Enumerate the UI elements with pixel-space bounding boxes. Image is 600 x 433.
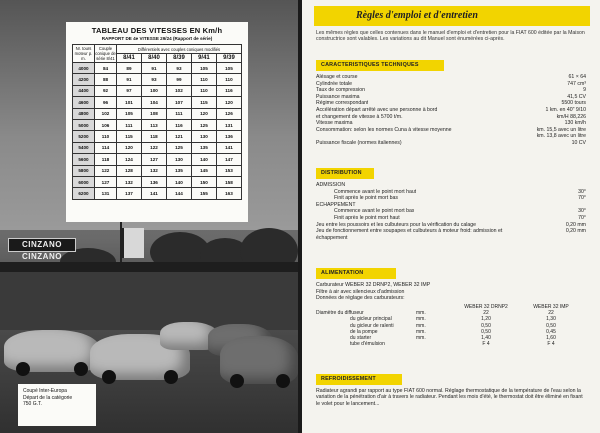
spec-row: Taux de compression 9 — [316, 87, 586, 94]
carb-row: du starter mm. 1,40 1,60 — [350, 335, 556, 342]
speed-cell: 93 — [166, 63, 191, 74]
rpm-cell: 5600 — [73, 154, 95, 165]
rpm-cell: 4400 — [73, 85, 95, 96]
speed-cell: 120 — [117, 142, 142, 153]
speed-cell: 132 — [117, 176, 142, 187]
carb-row: du gicleur de ralenti mm. 0,50 0,50 — [350, 322, 556, 329]
rpm-cell: 4200 — [73, 74, 95, 85]
table-row — [73, 74, 242, 85]
spec-row: Commence avant le point mort haut 30° — [334, 188, 586, 195]
speed-cell: 106 — [95, 119, 117, 130]
speed-cell: 145 — [191, 165, 216, 176]
speed-cell: 128 — [117, 165, 142, 176]
speed-cell: 118 — [95, 154, 117, 165]
speed-cell: 144 — [166, 188, 191, 199]
spec-row: Finit après le point mort haut 70° — [334, 214, 586, 221]
speed-cell: 126 — [216, 108, 241, 119]
ratio-header: 9/39 — [216, 54, 241, 63]
speed-cell: 110 — [191, 85, 216, 96]
page-title: Règles d'emploi et d'entretien — [314, 6, 590, 26]
spec-row: Puissance maxima 41,5 CV — [316, 93, 586, 100]
carb-row: du gicleur principal mm. 1,20 1,30 — [350, 316, 556, 323]
grandstand — [0, 272, 298, 330]
speed-cell: 137 — [117, 188, 142, 199]
carb-row: tube d'émulsion F 4 F 4 — [350, 341, 555, 348]
speed-cell: 131 — [216, 119, 241, 130]
speed-cell: 136 — [141, 176, 166, 187]
speed-cell: 135 — [191, 142, 216, 153]
speed-cell: 122 — [141, 142, 166, 153]
speed-cell: 163 — [216, 188, 241, 199]
table-row — [73, 154, 242, 165]
rpm-cell: 6000 — [73, 176, 95, 187]
speed-cell: 153 — [216, 165, 241, 176]
table-row — [73, 131, 242, 142]
echappement-label: ECHAPPEMENT — [316, 201, 356, 208]
speed-cell: 116 — [216, 85, 241, 96]
left-page-photo — [0, 0, 298, 433]
rpm-cell: 5800 — [73, 165, 95, 176]
cinzano-banner: CINZANO CINZANO — [8, 238, 76, 252]
spec-row: Finit après le point mort bas 70° — [334, 195, 586, 202]
carb-col-header: WEBER 32 IMP — [533, 304, 569, 310]
speed-cell: 102 — [95, 108, 117, 119]
caption-line: Coupé Inter-Europa — [23, 388, 67, 394]
speed-cell: 125 — [166, 142, 191, 153]
spec-row: et changement de vitesse à 5700 t/m. km/H 88,226 — [316, 113, 586, 120]
speed-cell: 114 — [95, 142, 117, 153]
speed-cell: 120 — [191, 108, 216, 119]
alim-line: Données de réglage des carburateurs: — [316, 295, 405, 302]
caption-line: 750 G.T. — [23, 401, 42, 407]
rpm-cell: 6200 — [73, 188, 95, 199]
speed-cell: 124 — [117, 154, 142, 165]
speed-cell: 105 — [216, 63, 241, 74]
carburetor-table — [316, 304, 586, 347]
table-row — [73, 188, 242, 199]
speed-cell: 110 — [191, 74, 216, 85]
caption-line: Départ de la catégorie — [23, 394, 73, 401]
alim-line: Carburateur WEBER 32 DRNP2, WEBER 32 IMP — [316, 282, 431, 288]
spec-row: Puissance fiscale (normes italiennes) 10 CV — [316, 139, 586, 146]
speed-cell: 111 — [166, 108, 191, 119]
flag — [122, 228, 144, 258]
speed-cell: 110 — [216, 74, 241, 85]
speed-cell: 102 — [166, 85, 191, 96]
speed-cell: 100 — [141, 85, 166, 96]
right-page — [302, 0, 600, 433]
rpm-cell: 4600 — [73, 97, 95, 108]
speed-cell: 120 — [216, 97, 241, 108]
speed-cell: 91 — [141, 63, 166, 74]
speed-table-title: TABLEAU DES VITESSES EN Km/h — [91, 26, 223, 35]
race-car — [220, 336, 298, 384]
speed-cell: 135 — [166, 165, 191, 176]
speed-cell: 158 — [216, 176, 241, 187]
section-distribution: DISTRIBUTION — [316, 168, 374, 179]
spec-row: Accélération départ arrêté avec une personne à bord 1 km. en 40" 9/10 — [316, 106, 586, 113]
table-row — [73, 165, 242, 176]
speed-cell: 140 — [191, 154, 216, 165]
ratio-header: 8/39 — [166, 54, 191, 63]
admission-label: ADMISSION — [316, 182, 346, 188]
speed-cell: 84 — [95, 63, 117, 74]
spec-row: Commence avant le point mort bas 30° — [334, 208, 586, 215]
modified-header: Différentiels avec couples coniques modifiés — [117, 45, 242, 54]
table-row — [73, 142, 242, 153]
race-car — [4, 330, 100, 372]
speed-cell: 105 — [191, 63, 216, 74]
speed-cell: 141 — [216, 142, 241, 153]
carb-row: de la pompe mm. 0,50 0,45 — [350, 328, 556, 335]
section-specs: CARACTERISTIQUES TECHNIQUES — [316, 60, 444, 71]
speed-cell: 96 — [95, 97, 117, 108]
intro-text: Les mêmes règles que celles contenues dans le manuel d'emploi et d'entretien pour la FIAT 600 éditée par la Maison constructrice sont valables. Les variations au dit Manuel sont énumérées ci-après. — [316, 30, 585, 43]
speed-cell: 131 — [95, 188, 117, 199]
rpm-cell: 5200 — [73, 131, 95, 142]
spec-row: Alésage et course 61 × 64 — [316, 74, 586, 80]
speed-table-card — [66, 22, 248, 222]
speed-cell: 101 — [117, 97, 142, 108]
speed-cell: 140 — [166, 176, 191, 187]
table-row — [73, 119, 242, 130]
speed-cell: 91 — [117, 74, 142, 85]
table-row — [73, 85, 242, 96]
speed-cell: 118 — [141, 131, 166, 142]
alim-line: Filtre à air avec silencieux d'admission — [316, 288, 405, 295]
specs-list — [316, 74, 586, 147]
speed-cell: 110 — [95, 131, 117, 142]
carb-row: Diamètre du diffuseur mm. 22 22 — [316, 310, 554, 317]
speed-cell: 127 — [141, 154, 166, 165]
section-refroidissement: REFROIDISSEMENT — [316, 374, 402, 385]
jeu-row: Jeu de fonctionnement entre soupapes et culbuteurs à moteur froid: admission et échappement 0,20 mm — [316, 228, 586, 241]
speed-cell: 97 — [117, 85, 142, 96]
speed-cell: 155 — [191, 188, 216, 199]
speed-cell: 93 — [141, 74, 166, 85]
ratio-header: 9/41 — [191, 54, 216, 63]
rpm-cell: 5400 — [73, 142, 95, 153]
table-row — [73, 108, 242, 119]
speed-cell: 89 — [117, 63, 142, 74]
spec-row: Cylindrée totale 747 cm³ — [316, 80, 586, 87]
rpm-header: Nr. tours moteur p. m. — [73, 45, 95, 63]
speed-cell: 115 — [117, 131, 142, 142]
speed-cell: 104 — [141, 97, 166, 108]
speed-cell: 88 — [95, 74, 117, 85]
speed-cell: 130 — [166, 154, 191, 165]
speed-cell: 108 — [141, 108, 166, 119]
speed-cell: 147 — [216, 154, 241, 165]
table-row — [73, 63, 242, 74]
spec-row: Régime correspondant 5500 tours — [316, 100, 586, 107]
speed-cell: 111 — [117, 119, 142, 130]
speed-cell: 132 — [141, 165, 166, 176]
jeu-row: Jeu entre les poussoirs et les culbuteurs pour la vérification du calage 0,20 mm — [316, 221, 586, 228]
carb-col-header: WEBER 32 DRNP2 — [464, 304, 508, 310]
spec-row: km. 13,8 avec un litre — [536, 133, 586, 140]
spec-row: Vitesse maxima 130 km/h — [316, 120, 586, 127]
speed-cell: 107 — [166, 97, 191, 108]
speed-cell: 116 — [166, 119, 191, 130]
speed-cell: 150 — [191, 176, 216, 187]
refroidissement-text: Radiateur agrandi par rapport au type FIAT 600 normal. Réglage thermostatique de la température de l'eau selon la variation de la pénétration d'air à travers le radiateur. Pendant les mois d'été, le thermostat doit être éliminé en fixant le volet pour le lancement... — [316, 388, 583, 407]
speed-cell: 127 — [95, 176, 117, 187]
speed-table — [72, 44, 242, 200]
speed-cell: 122 — [95, 165, 117, 176]
rpm-cell: 4800 — [73, 108, 95, 119]
speed-cell: 92 — [95, 85, 117, 96]
speed-cell: 141 — [141, 188, 166, 199]
ratio-header: 8/40 — [141, 54, 166, 63]
rpm-cell: 5000 — [73, 119, 95, 130]
table-row — [73, 97, 242, 108]
distribution-list — [316, 182, 586, 241]
speed-cell: 121 — [166, 131, 191, 142]
section-alimentation: ALIMENTATION — [316, 268, 396, 279]
speed-cell: 105 — [117, 108, 142, 119]
speed-table-subtitle: RAPPORT DE 4e VITESSE 29/24 (Rapport de série) — [101, 36, 213, 41]
ratio-header: 8/41 — [117, 54, 142, 63]
spec-row: Consommation: selon les normes Cuna à vitesse moyenne km. 15,5 avec un litre — [316, 126, 586, 133]
speed-cell: 136 — [216, 131, 241, 142]
speed-cell: 130 — [191, 131, 216, 142]
speed-cell: 115 — [191, 97, 216, 108]
alimentation-lines — [316, 282, 586, 302]
speed-cell: 99 — [166, 74, 191, 85]
table-row — [73, 176, 242, 187]
rpm-cell: 4000 — [73, 63, 95, 74]
speed-cell: 113 — [141, 119, 166, 130]
speed-cell: 125 — [191, 119, 216, 130]
photo-caption — [18, 384, 96, 426]
serie-header: Couple conique de série 8/41 — [95, 46, 116, 61]
